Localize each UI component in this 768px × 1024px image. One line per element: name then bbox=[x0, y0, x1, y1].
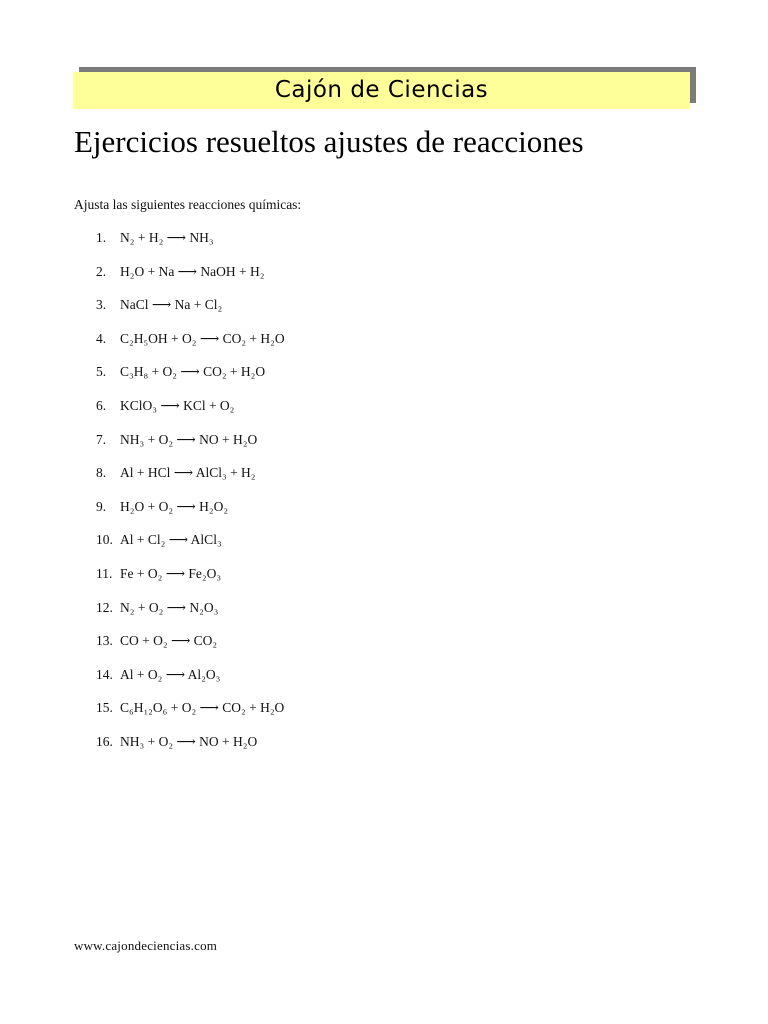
exercise-reaction: C₂H₅OH + O₂ ⟶ CO₂ + H₂O bbox=[120, 330, 285, 346]
page-title: Ejercicios resueltos ajustes de reacciones bbox=[74, 124, 584, 159]
exercise-item bbox=[74, 600, 285, 634]
exercise-number: 11. bbox=[96, 565, 113, 581]
exercise-item bbox=[74, 633, 285, 667]
exercise-reaction: KClO₃ ⟶ KCl + O₂ bbox=[120, 397, 235, 413]
exercise-number: 5. bbox=[96, 364, 107, 380]
exercise-number: 4. bbox=[96, 330, 107, 346]
exercise-reaction: H₂O + O₂ ⟶ H₂O₂ bbox=[120, 498, 229, 514]
exercise-reaction: NH₃ + O₂ ⟶ NO + H₂O bbox=[120, 733, 258, 749]
exercise-item bbox=[74, 499, 285, 533]
exercise-reaction: Al + Cl₂ ⟶ AlCl₃ bbox=[120, 532, 222, 548]
exercise-reaction: Al + O₂ ⟶ Al₂O₃ bbox=[120, 666, 221, 682]
exercise-item bbox=[74, 667, 285, 701]
exercise-list bbox=[74, 230, 285, 768]
exercise-number: 6. bbox=[96, 397, 107, 413]
exercise-item bbox=[74, 230, 285, 264]
exercise-reaction: C₃H₈ + O₂ ⟶ CO₂ + H₂O bbox=[120, 364, 266, 380]
header-banner bbox=[73, 70, 690, 108]
header-box bbox=[73, 72, 690, 109]
exercise-item bbox=[74, 364, 285, 398]
exercise-number: 9. bbox=[96, 498, 107, 514]
exercise-number: 12. bbox=[96, 599, 113, 615]
exercise-number: 2. bbox=[96, 263, 107, 279]
exercise-item bbox=[74, 566, 285, 600]
exercise-item bbox=[74, 331, 285, 365]
instructions-text: Ajusta las siguientes reacciones químicas: bbox=[74, 197, 302, 212]
exercise-reaction: H₂O + Na ⟶ NaOH + H₂ bbox=[120, 263, 265, 279]
exercise-reaction: NaCl ⟶ Na + Cl₂ bbox=[120, 297, 223, 313]
exercise-item bbox=[74, 297, 285, 331]
exercise-item bbox=[74, 264, 285, 298]
exercise-item bbox=[74, 532, 285, 566]
exercise-item bbox=[74, 398, 285, 432]
exercise-item bbox=[74, 465, 285, 499]
exercise-item bbox=[74, 734, 285, 768]
exercise-reaction: NH₃ + O₂ ⟶ NO + H₂O bbox=[120, 431, 258, 447]
exercise-number: 14. bbox=[96, 666, 113, 682]
exercise-number: 15. bbox=[96, 700, 113, 716]
exercise-reaction: CO + O₂ ⟶ CO₂ bbox=[120, 633, 218, 649]
exercise-reaction: Fe + O₂ ⟶ Fe₂O₃ bbox=[120, 565, 222, 581]
exercise-number: 13. bbox=[96, 633, 113, 649]
exercise-reaction: Al + HCl ⟶ AlCl₃ + H₂ bbox=[120, 465, 256, 481]
exercise-number: 1. bbox=[96, 230, 107, 245]
exercise-reaction: N₂ + O₂ ⟶ N₂O₃ bbox=[120, 599, 219, 615]
exercise-reaction: C₆H₁₂O₆ + O₂ ⟶ CO₂ + H₂O bbox=[120, 700, 285, 716]
exercise-item bbox=[74, 432, 285, 466]
exercise-reaction: N₂ + H₂ ⟶ NH₃ bbox=[120, 230, 214, 245]
exercise-number: 16. bbox=[96, 733, 113, 749]
exercise-number: 8. bbox=[96, 465, 107, 481]
exercise-number: 7. bbox=[96, 431, 107, 447]
exercise-number: 3. bbox=[96, 297, 107, 313]
exercise-number: 10. bbox=[96, 532, 113, 548]
footer-url: www.cajondeciencias.com bbox=[74, 938, 218, 953]
site-title: Cajón de Ciencias bbox=[274, 76, 489, 103]
exercise-item bbox=[74, 700, 285, 734]
